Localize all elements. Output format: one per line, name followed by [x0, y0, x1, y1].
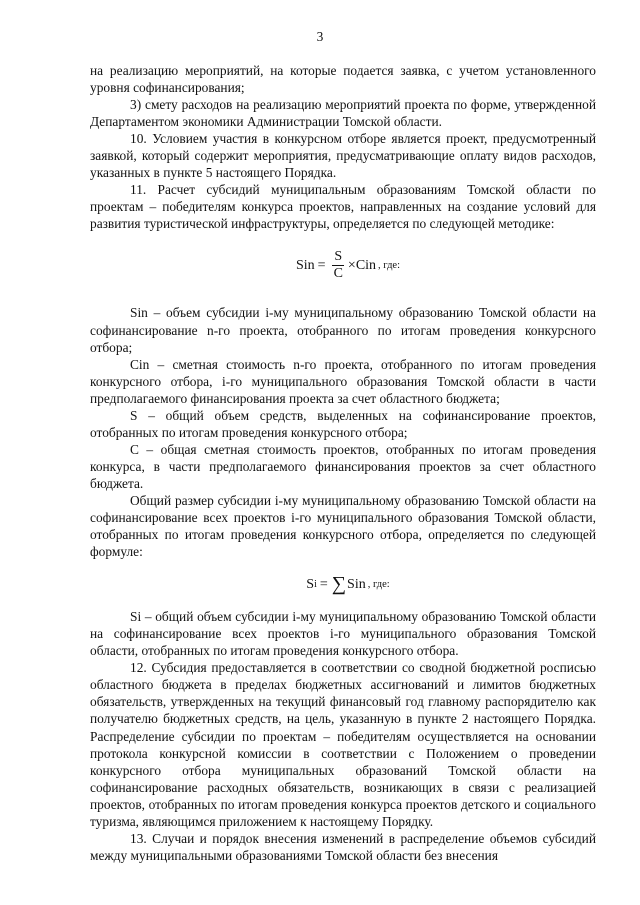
- formula-total-subsidy: [100, 566, 596, 602]
- paragraph-clause-11: 11. Расчет субсидий муниципальным образованиям Томской области по проектам – победителям конкурса проектов, направленных на создание условий для развития туристической инфраструктуры, определяется по следующей методике:: [90, 182, 596, 232]
- formula2-suffix: , где:: [367, 578, 390, 590]
- formula1-fraction: [332, 249, 345, 282]
- paragraph-item-3-estimate: 3) смету расходов на реализацию мероприятий проекта по форме, утвержденной Департаментом экономики Администрации Томской области.: [90, 97, 596, 130]
- paragraph-total-subsidy: Общий размер субсидии i-му муниципальному образованию Томской области на софинансирование всех проектов i-го муниципального образования Томской области, отобранных по итогам проведения конкурсного отбора, определяется по следующей формуле:: [90, 492, 596, 560]
- formula2-lhs: S: [306, 576, 315, 592]
- document-body: [90, 62, 596, 864]
- formula1-numerator: S: [334, 248, 343, 264]
- formula1-equals: =: [317, 257, 326, 273]
- paragraph-clause-12: 12. Субсидия предоставляется в соответствии со сводной бюджетной росписью областного бюджета в пределах бюджетных ассигнований и лимитов бюджетных обязательств, утвержденных на текущий финансовый год главному распорядителю как получателю бюджетных средств, на цель, указанную в пункте 2 настоящего Порядка. Распределение субсидии по проектам – победителям осуществляется на основании протокола конкурсной комиссии в соответствии с Положением о проведении конкурсного отбора муниципальных образований Томской области на софинансирование расходных обязательств, возникающих в связи с реализацией проектов, отобранных по итогам проведения конкурса проектов детского и социального туризма, являющимся приложением к настоящему Порядку.: [90, 660, 596, 829]
- formula1-denominator: C: [333, 265, 343, 281]
- paragraph-def-s: S – общий объем средств, выделенных на софинансирование проектов, отобранных по итогам проведения конкурсного отбора;: [90, 407, 596, 440]
- formula1-times: ×: [347, 257, 356, 273]
- paragraph-def-sin: Sin – объем субсидии i-му муниципальному образованию Томской области на софинансирование n-го проекта, отобранного по итогам проведения конкурсного отбора;: [90, 305, 596, 355]
- paragraph-clause-13: 13. Случаи и порядок внесения изменений в распределение объемов субсидий между муниципальными образованиями Томской области без внесения: [90, 830, 596, 863]
- paragraph-def-si: Si – общий объем субсидии i-му муниципальному образованию Томской области на софинансирование всех проектов i-го муниципального образования Томской области, отобранных по итогам проведения конкурсного отбора.: [90, 609, 596, 659]
- formula1-lhs: Sin: [295, 257, 315, 273]
- formula2-lhs-sub: i: [314, 578, 317, 590]
- paragraph-funding-level: на реализацию мероприятий, на которые подается заявка, с учетом установленного уровня софинансирования;: [90, 63, 596, 96]
- formula-subsidy-per-project: [100, 236, 596, 294]
- paragraph-def-c: C – общая сметная стоимость проектов, отобранных по итогам проведения конкурса, в части предполагаемого финансирования проектов за счет областного бюджета.: [90, 441, 596, 491]
- formula2-equals: =: [319, 576, 328, 592]
- paragraph-clause-10: 10. Условием участия в конкурсном отборе является проект, предусмотренный заявкой, который содержит мероприятия, предусматривающие оплату видов расходов, указанных в пункте 5 настоящего Порядка.: [90, 131, 596, 181]
- paragraph-def-cin: Cin – сметная стоимость n-го проекта, отобранного по итогам проведения конкурсного отбора, i-го муниципального образования Томской области в части предполагаемого финансирования проекта за счет областного бюджета;: [90, 356, 596, 406]
- formula1-rhs: Cin: [355, 257, 377, 273]
- formula2-rhs: Sin: [347, 576, 366, 592]
- formula1-suffix: , где:: [378, 259, 401, 271]
- sum-symbol: ∑: [331, 573, 347, 596]
- page-number: 3: [316, 29, 324, 44]
